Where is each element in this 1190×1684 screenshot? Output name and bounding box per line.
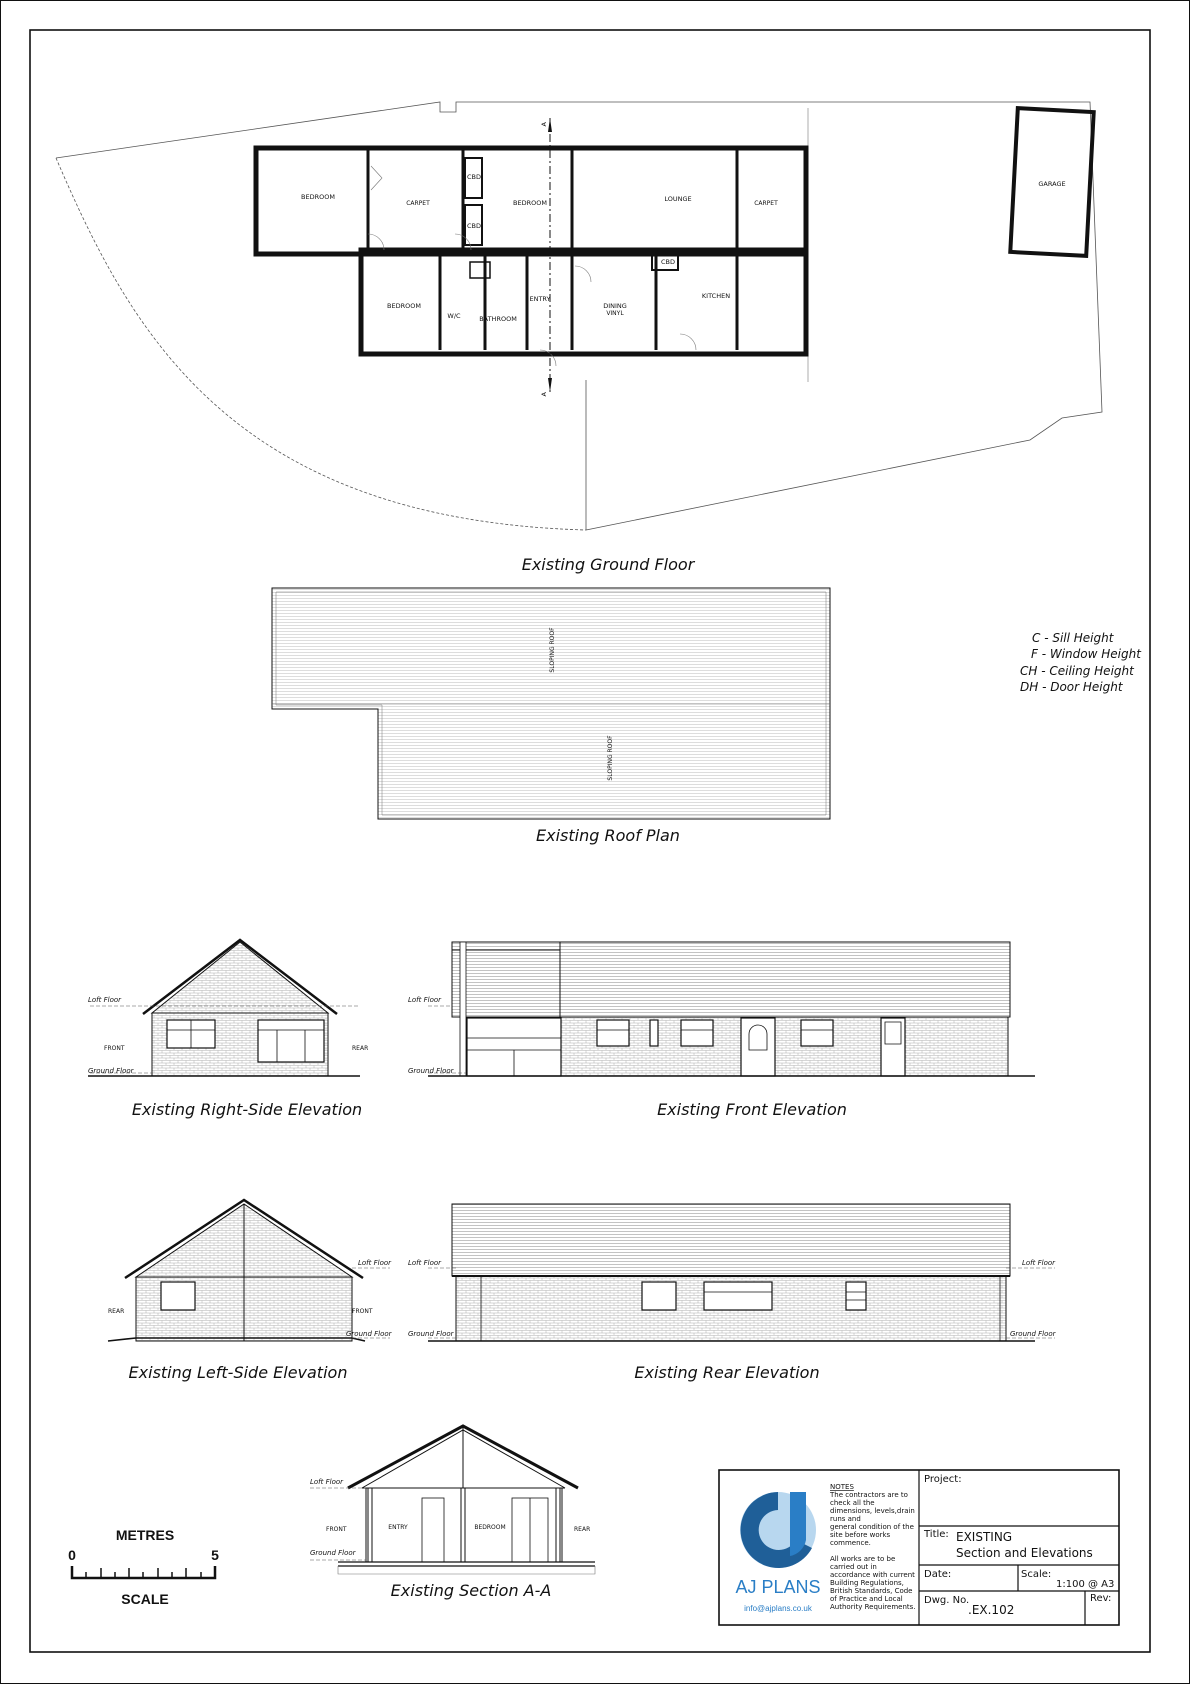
scale-min: 0 bbox=[68, 1547, 76, 1563]
room-entry: ENTRY bbox=[529, 295, 551, 303]
scale-bar bbox=[68, 1527, 219, 1607]
room-bedroom-2: BEDROOM bbox=[513, 199, 547, 207]
roof-label-2: SLOPING ROOF bbox=[607, 735, 614, 781]
roof-label-1: SLOPING ROOF bbox=[549, 627, 556, 673]
note-line: British Standards, Code bbox=[830, 1587, 913, 1595]
label-front: FRONT bbox=[104, 1045, 125, 1052]
room-kitchen: KITCHEN bbox=[701, 292, 731, 300]
level-ground-section: Ground Floor bbox=[310, 1549, 356, 1557]
rev-label: Rev: bbox=[1090, 1593, 1112, 1604]
section-marker-top: A bbox=[540, 122, 548, 127]
level-ground: Ground Floor bbox=[88, 1067, 134, 1075]
note-line: Building Regulations, bbox=[830, 1579, 904, 1587]
scale-max: 5 bbox=[211, 1547, 219, 1563]
note-line: carried out in bbox=[830, 1563, 877, 1571]
section-room-bedroom: BEDROOM bbox=[474, 1524, 506, 1531]
level-loft-front: Loft Floor bbox=[408, 996, 442, 1004]
room-bedroom-3: BEDROOM bbox=[387, 302, 421, 310]
room-dining: DINING bbox=[603, 302, 627, 310]
note-line: dimensions, levels,drain bbox=[830, 1507, 915, 1515]
section-a-a bbox=[310, 1426, 595, 1600]
room-lounge: LOUNGE bbox=[664, 195, 692, 203]
title-label: Title: bbox=[924, 1529, 949, 1540]
level-loft-left: Loft Floor bbox=[358, 1259, 392, 1267]
level-ground-front: Ground Floor bbox=[408, 1067, 454, 1075]
legend bbox=[1020, 631, 1142, 694]
note-line: of Practice and Local bbox=[830, 1595, 903, 1603]
level-loft-rear: Loft Floor bbox=[408, 1259, 442, 1267]
level-loft-section: Loft Floor bbox=[310, 1478, 344, 1486]
logo-mark bbox=[740, 1492, 816, 1568]
note-line: check all the bbox=[830, 1499, 875, 1507]
level-loft: Loft Floor bbox=[88, 996, 122, 1004]
date-label: Date: bbox=[924, 1569, 952, 1580]
note-line: commence. bbox=[830, 1539, 871, 1547]
front-elevation bbox=[408, 942, 1035, 1119]
note-line: Authority Requirements. bbox=[830, 1603, 916, 1611]
caption-rear: Existing Rear Elevation bbox=[634, 1363, 820, 1382]
scale-value: 1:100 @ A3 bbox=[1056, 1579, 1115, 1590]
note-line: site before works bbox=[830, 1531, 891, 1539]
project-label: Project: bbox=[924, 1474, 962, 1485]
note-line: general condition of the bbox=[830, 1523, 914, 1531]
floor-finish-vinyl: VINYL bbox=[606, 310, 624, 317]
brand-name: AJ PLANS bbox=[735, 1577, 821, 1597]
title-line-2: Section and Elevations bbox=[956, 1546, 1093, 1560]
right-side-elevation bbox=[88, 940, 368, 1119]
note-line: accordance with current bbox=[830, 1571, 915, 1579]
scale-caption: SCALE bbox=[121, 1591, 169, 1607]
label-front-left: FRONT bbox=[352, 1308, 373, 1315]
caption-right-side: Existing Right-Side Elevation bbox=[131, 1100, 363, 1119]
title-line-1: EXISTING bbox=[956, 1530, 1013, 1544]
rear-elevation bbox=[408, 1204, 1057, 1382]
floor-finish-carpet: CARPET bbox=[406, 200, 430, 207]
left-side-elevation bbox=[108, 1200, 393, 1382]
scale-label: Scale: bbox=[1021, 1569, 1052, 1580]
room-cbd-1: CBD bbox=[466, 173, 482, 181]
note-line: All works are to be bbox=[830, 1555, 896, 1563]
caption-roof-plan: Existing Roof Plan bbox=[536, 826, 680, 845]
label-rear-left: REAR bbox=[108, 1308, 125, 1315]
caption-section: Existing Section A-A bbox=[390, 1581, 552, 1600]
legend-window: F - Window Height bbox=[1031, 647, 1141, 661]
legend-ceiling: CH - Ceiling Height bbox=[1020, 664, 1134, 678]
level-loft-rear-2: Loft Floor bbox=[1022, 1259, 1056, 1267]
ground-floor-plan bbox=[56, 102, 1102, 574]
level-ground-rear: Ground Floor bbox=[408, 1330, 454, 1338]
room-bedroom-1: BEDROOM bbox=[301, 193, 335, 201]
title-block bbox=[719, 1470, 1119, 1625]
caption-ground-floor: Existing Ground Floor bbox=[521, 555, 695, 574]
caption-left-side: Existing Left-Side Elevation bbox=[128, 1363, 348, 1382]
note-line: runs and bbox=[830, 1515, 861, 1523]
notes-heading: NOTES bbox=[830, 1483, 854, 1491]
room-garage: GARAGE bbox=[1038, 180, 1066, 188]
room-cbd-2: CBD bbox=[466, 222, 482, 230]
brand-email: info@ajplans.co.uk bbox=[744, 1604, 812, 1613]
section-room-entry: ENTRY bbox=[388, 1524, 408, 1531]
section-marker-bottom: A bbox=[540, 392, 548, 397]
floor-finish-carpet-2: CARPET bbox=[754, 200, 778, 207]
room-wc: W/C bbox=[447, 312, 461, 320]
label-rear: REAR bbox=[352, 1045, 369, 1052]
legend-sill: C - Sill Height bbox=[1032, 631, 1114, 645]
level-ground-rear-2: Ground Floor bbox=[1010, 1330, 1056, 1338]
note-line: The contractors are to bbox=[830, 1491, 908, 1499]
legend-door: DH - Door Height bbox=[1020, 680, 1123, 694]
level-ground-left: Ground Floor bbox=[346, 1330, 392, 1338]
label-rear-section: REAR bbox=[574, 1526, 591, 1533]
room-cbd-3: CBD bbox=[660, 258, 676, 266]
dwg-label: Dwg. No. bbox=[924, 1595, 970, 1606]
scale-title: METRES bbox=[115, 1527, 175, 1543]
dwg-value: .EX.102 bbox=[968, 1603, 1015, 1617]
roof-plan bbox=[272, 588, 830, 845]
caption-front: Existing Front Elevation bbox=[657, 1100, 847, 1119]
room-bathroom: BATHROOM bbox=[479, 315, 517, 323]
label-front-section: FRONT bbox=[326, 1526, 347, 1533]
